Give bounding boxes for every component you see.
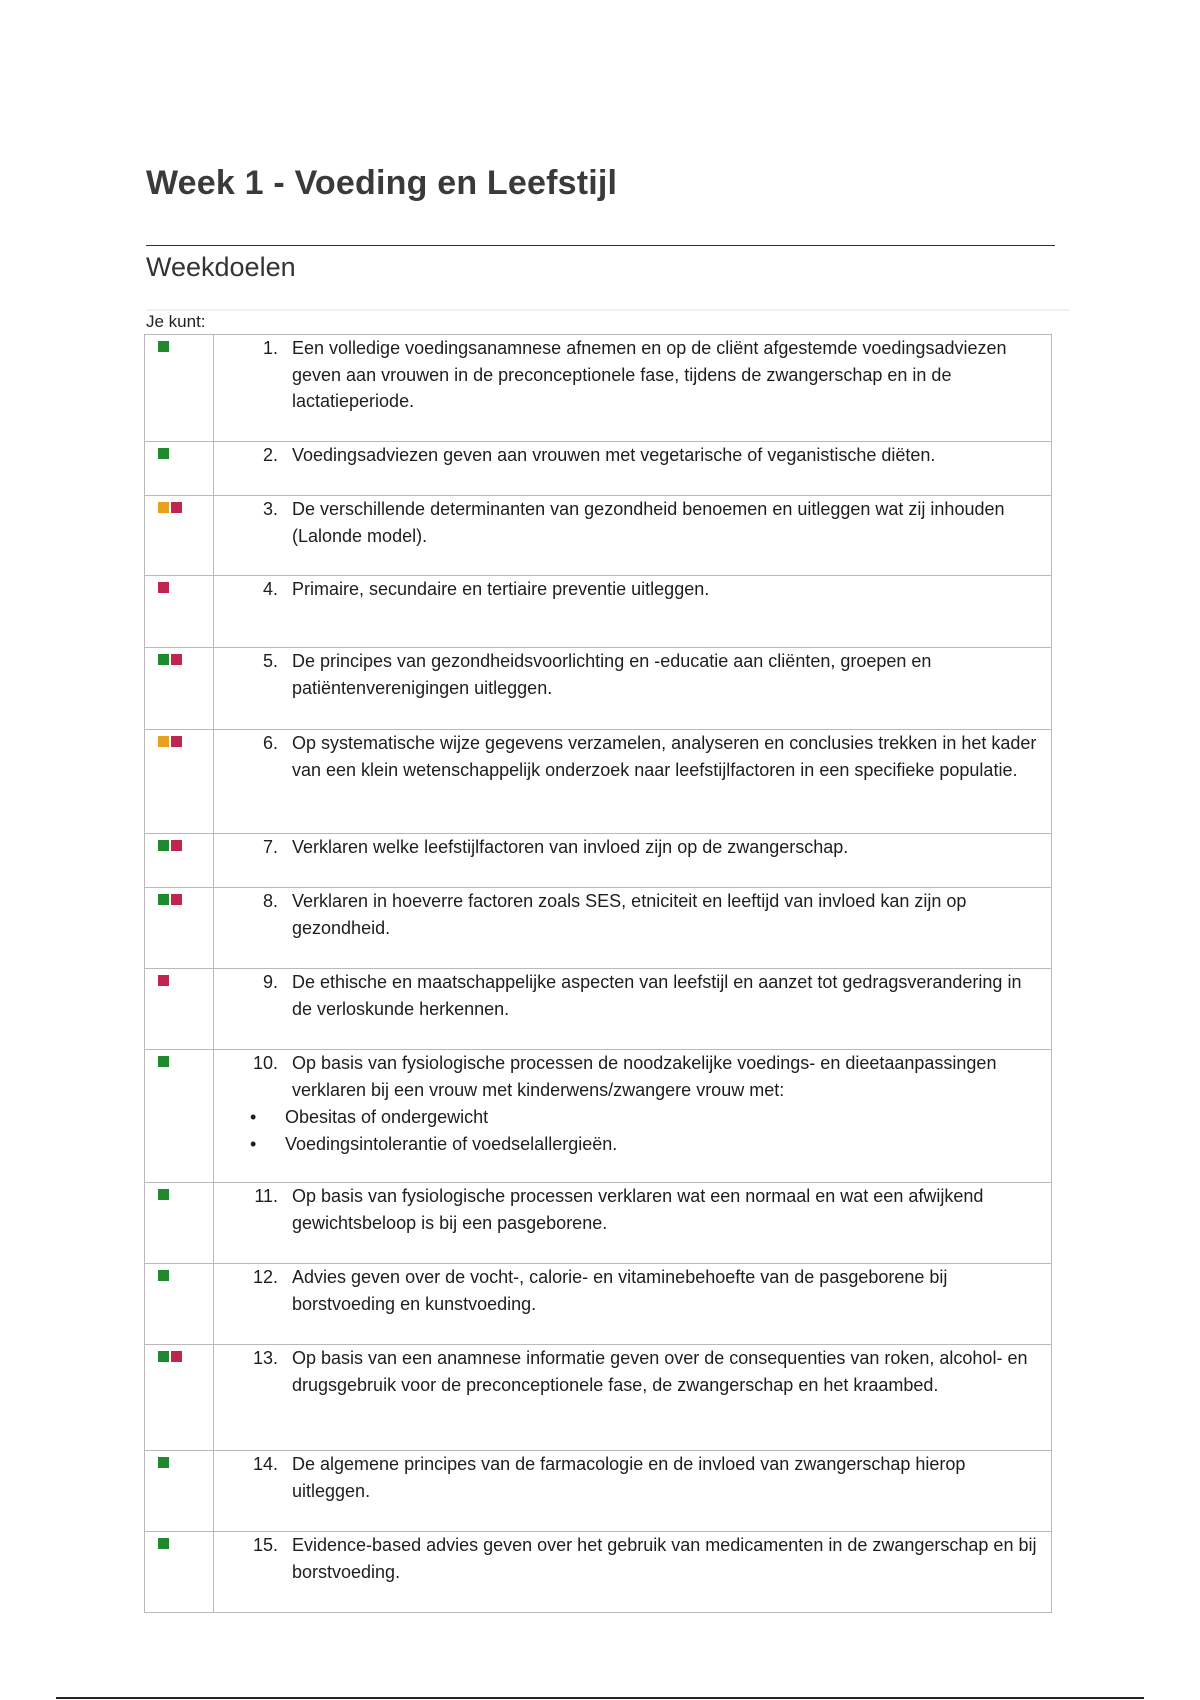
goal-row [145,576,1052,648]
goal-row [145,1050,1052,1183]
goal-text: Voedingsadviezen geven aan vrouwen met vegetarische of veganistische diëten. [292,445,936,465]
goal-number: 8. [262,891,278,911]
goal-text: Op basis van een anamnese informatie geven over de consequenties van roken, alcohol- en drugsgebruik voor de preconceptionele fase, de zwangerschap en het kraambed. [292,1348,1028,1395]
green-square-icon [158,341,169,352]
goal-row [145,1345,1052,1451]
goal-item [214,576,1051,603]
goal-row [145,442,1052,496]
goal-text: Een volledige voedingsanamnese afnemen en op de cliënt afgestemde voedingsadviezen geven aan vrouwen in de preconceptionele fase, tijdens de zwangerschap en in de lactatieperiode. [292,338,1007,411]
goal-markers [145,1264,213,1281]
goal-number: 10. [252,1053,278,1073]
goal-number: 12. [252,1267,278,1287]
green-square-icon [158,654,169,665]
goal-body [292,888,1043,941]
goal-marker-cell [145,969,214,1050]
goal-text-cell [214,1345,1052,1451]
goal-item [214,1183,1051,1236]
goal-item [214,1050,1051,1103]
green-square-icon [158,1189,169,1200]
goal-text-cell [214,888,1052,969]
goal-item [214,496,1051,549]
goal-body [292,730,1043,783]
goal-item [214,969,1051,1022]
goal-marker-cell [145,1451,214,1532]
goal-marker-cell [145,888,214,969]
goal-row [145,969,1052,1050]
goal-markers [145,888,213,905]
goal-marker-cell [145,1183,214,1264]
goal-number: 13. [252,1348,278,1368]
goal-item [214,730,1051,783]
goal-text: De principes van gezondheidsvoorlichting en -educatie aan cliënten, groepen en patiëntenverenigingen uitleggen. [292,651,932,698]
goal-body [292,1183,1043,1236]
red-square-icon [158,582,169,593]
goal-row [145,1264,1052,1345]
goal-marker-cell [145,1264,214,1345]
orange-square-icon [158,736,169,747]
goal-subitem: • Voedingsintolerantie of voedselallergieën. [214,1131,1051,1158]
goal-markers [145,1345,213,1362]
goal-number: 3. [262,499,278,519]
goal-item [214,1532,1051,1585]
goal-markers [145,1050,213,1067]
goal-marker-cell [145,834,214,888]
goal-item [214,1451,1051,1504]
goal-row [145,888,1052,969]
green-square-icon [158,840,169,851]
red-square-icon [158,975,169,986]
red-square-icon [171,894,182,905]
goal-markers [145,1532,213,1549]
goal-row [145,1451,1052,1532]
goal-body [292,648,1043,701]
goal-markers [145,969,213,986]
green-square-icon [158,1270,169,1281]
goal-row [145,335,1052,442]
goal-marker-cell [145,730,214,834]
goal-subitem: • Obesitas of ondergewicht [214,1104,1051,1131]
goal-markers [145,834,213,851]
goal-row [145,1183,1052,1264]
goal-item [214,442,1051,469]
goal-text: Advies geven over de vocht-, calorie- en vitaminebehoefte van de pasgeborene bij borstvoeding en kunstvoeding. [292,1267,948,1314]
goal-text: De algemene principes van de farmacologie en de invloed van zwangerschap hierop uitleggen. [292,1454,966,1501]
goal-number: 5. [262,651,278,671]
goal-row [145,648,1052,730]
orange-square-icon [158,502,169,513]
goal-number: 6. [262,733,278,753]
goal-item [214,834,1051,861]
goal-text: Op basis van fysiologische processen de noodzakelijke voedings- en dieetaanpassingen verklaren bij een vrouw met kinderwens/zwangere vrouw met: [292,1053,997,1100]
goal-text-cell [214,648,1052,730]
goal-text: Primaire, secundaire en tertiaire preventie uitleggen. [292,579,710,599]
goal-body [292,335,1043,415]
goal-text-cell [214,1183,1052,1264]
goal-body [292,1451,1043,1504]
goal-text-cell [214,442,1052,496]
goal-text-cell [214,969,1052,1050]
goal-number: 1. [262,338,278,358]
goal-number: 15. [252,1535,278,1555]
goal-row [145,834,1052,888]
red-square-icon [171,654,182,665]
green-square-icon [158,1538,169,1549]
goal-item [214,335,1051,415]
goal-body [292,1345,1043,1398]
goal-text: Op basis van fysiologische processen verklaren wat een normaal en wat een afwijkend gewichtsbeloop is bij een pasgeborene. [292,1186,984,1233]
goal-text: Verklaren welke leefstijlfactoren van invloed zijn op de zwangerschap. [292,837,849,857]
intro-text: Je kunt: [146,312,206,331]
goal-markers [145,1183,213,1200]
goal-text-cell [214,1532,1052,1613]
red-square-icon [171,1351,182,1362]
goal-text: Evidence-based advies geven over het gebruik van medicamenten in de zwangerschap en bij borstvoeding. [292,1535,1037,1582]
goal-item [214,888,1051,941]
section-divider [146,309,1070,311]
goal-markers [145,576,213,593]
red-square-icon [171,502,182,513]
goal-markers [145,648,213,665]
goals-table [144,334,1052,1613]
goal-text: Op systematische wijze gegevens verzamelen, analyseren en conclusies trekken in het kader van een klein wetenschappelijk onderzoek naar leefstijlfactoren in een specifieke populatie. [292,733,1037,780]
goal-number: 9. [262,972,278,992]
green-square-icon [158,1457,169,1468]
goal-sublist [214,1104,1051,1157]
page-title: Week 1 - Voeding en Leefstijl [146,164,618,202]
goal-marker-cell [145,648,214,730]
goal-marker-cell [145,576,214,648]
goal-body [292,496,1043,549]
goal-text-cell [214,496,1052,576]
green-square-icon [158,894,169,905]
red-square-icon [171,840,182,851]
goal-number: 11. [254,1186,278,1206]
goal-text-cell [214,576,1052,648]
green-square-icon [158,448,169,459]
goal-markers [145,442,213,459]
goal-markers [145,730,213,747]
green-square-icon [158,1056,169,1067]
goal-text-cell [214,1451,1052,1532]
goal-body [292,442,1043,469]
goal-markers [145,496,213,513]
goal-row [145,496,1052,576]
goal-markers [145,1451,213,1468]
goal-marker-cell [145,1532,214,1613]
section-heading: Weekdoelen [146,252,296,282]
goal-body [292,1264,1043,1317]
goal-item [214,1264,1051,1317]
goal-body [292,969,1043,1022]
goal-marker-cell [145,1050,214,1183]
goal-item [214,1345,1051,1398]
green-square-icon [158,1351,169,1362]
goal-number: 14. [252,1454,278,1474]
goal-marker-cell [145,496,214,576]
goal-marker-cell [145,442,214,496]
goal-marker-cell [145,1345,214,1451]
goal-text-cell [214,335,1052,442]
goal-item [214,648,1051,701]
goal-text-cell [214,834,1052,888]
goal-markers [145,335,213,352]
goal-body [292,576,1043,603]
red-square-icon [171,736,182,747]
goal-text-cell [214,1050,1052,1183]
title-divider [146,245,1055,246]
goal-text: De verschillende determinanten van gezondheid benoemen en uitleggen wat zij inhouden (Lalonde model). [292,499,1005,546]
goal-row [145,1532,1052,1613]
goal-body [292,1532,1043,1585]
goal-marker-cell [145,335,214,442]
goal-number: 4. [262,579,278,599]
goal-text: Verklaren in hoeverre factoren zoals SES, etniciteit en leeftijd van invloed kan zijn op gezondheid. [292,891,967,938]
goal-text-cell [214,1264,1052,1345]
goal-text: De ethische en maatschappelijke aspecten van leefstijl en aanzet tot gedragsverandering in de verloskunde herkennen. [292,972,1022,1019]
goal-body [292,834,1043,861]
goal-text-cell [214,730,1052,834]
goal-number: 7. [262,837,278,857]
goal-body [292,1050,1043,1103]
page-bottom-divider [56,1697,1144,1699]
goal-row [145,730,1052,834]
goal-number: 2. [262,445,278,465]
